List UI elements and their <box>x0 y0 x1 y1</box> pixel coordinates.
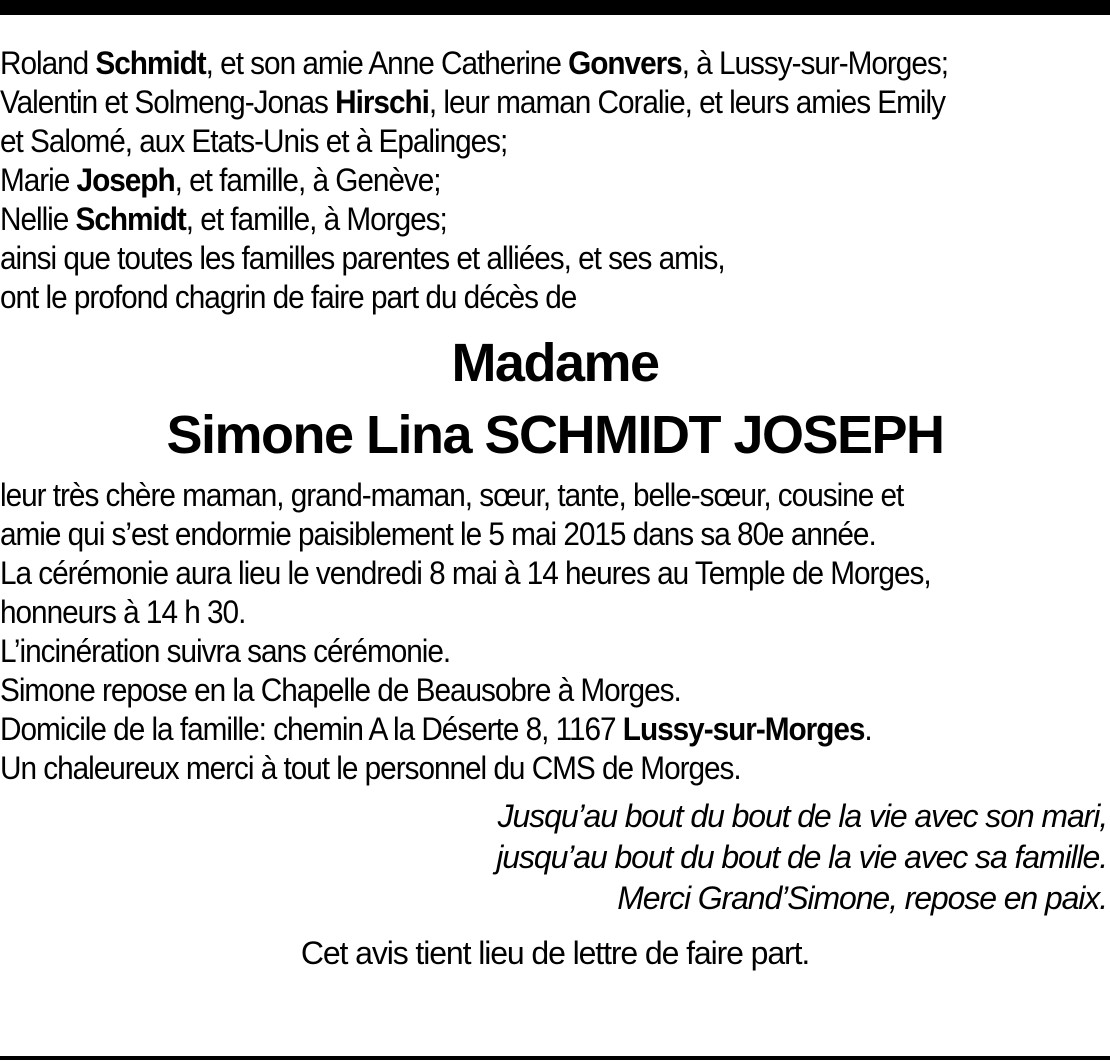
deceased-headline <box>0 327 1110 471</box>
intro-line <box>0 122 1110 161</box>
text-segment: leur très chère maman, grand-maman, sœur, tante, belle-sœur, cousine et <box>0 477 904 513</box>
bold-name-text: Hirschi <box>335 84 429 120</box>
text-segment: et Salomé, aux Etats-Unis et à Epalinges; <box>0 123 508 159</box>
text-segment: , et son amie Anne Catherine <box>205 45 569 81</box>
bold-name-text: Joseph <box>76 162 175 198</box>
quote-line: Jusqu’au bout du bout de la vie avec son mari, <box>497 798 1107 834</box>
text-segment: , et famille, à Genève; <box>174 162 441 198</box>
text-segment: , et famille, à Morges; <box>185 201 447 237</box>
text-segment: L’incinération suivra sans cérémonie. <box>0 633 451 669</box>
body-line <box>0 593 1110 632</box>
text-segment: Nellie <box>0 201 76 237</box>
bold-name-text: Lussy-sur-Morges <box>622 711 865 747</box>
quote-line: Merci Grand’Simone, repose en paix. <box>617 880 1107 916</box>
text-segment: ont le profond chagrin de faire part du décès de <box>0 279 577 315</box>
text-segment: amie qui s’est endormie paisiblement le 5 mai 2015 dans sa 80e année. <box>0 516 876 552</box>
top-border-rule <box>0 0 1110 15</box>
text-segment: , à Lussy-sur-Morges; <box>681 45 948 81</box>
text-segment: Simone repose en la Chapelle de Beausobre à Morges. <box>0 672 681 708</box>
text-segment: honneurs à 14 h 30. <box>0 594 246 630</box>
farewell-quote <box>0 796 1110 919</box>
text-segment: , leur maman Coralie, et leurs amies Emily <box>428 84 945 120</box>
body-line <box>0 476 1110 515</box>
bottom-border-rule <box>0 1056 1110 1060</box>
text-segment: La cérémonie aura lieu le vendredi 8 mai à 14 heures au Temple de Morges, <box>0 555 931 591</box>
intro-line <box>0 278 1110 317</box>
intro-line <box>0 44 1110 83</box>
announcement-body <box>0 476 1110 788</box>
text-segment: Un chaleureux merci à tout le personnel du CMS de Morges. <box>0 750 741 786</box>
bold-name-text: Schmidt <box>95 45 206 81</box>
bold-name-text: Schmidt <box>75 201 186 237</box>
deceased-name: Simone Lina SCHMIDT JOSEPH <box>166 405 944 465</box>
intro-line <box>0 83 1110 122</box>
body-line <box>0 632 1110 671</box>
text-segment: ainsi que toutes les familles parentes et alliées, et ses amis, <box>0 240 725 276</box>
closing-statement: Cet avis tient lieu de lettre de faire part. <box>300 935 810 971</box>
intro-line <box>0 161 1110 200</box>
intro-line <box>0 200 1110 239</box>
text-segment: Domicile de la famille: chemin A la Déserte 8, 1167 <box>0 711 623 747</box>
text-segment: Marie <box>0 162 77 198</box>
obituary-notice <box>0 44 1110 973</box>
body-line <box>0 554 1110 593</box>
text-segment: . <box>864 711 872 747</box>
honorific-title: Madame <box>451 333 659 393</box>
body-line <box>0 671 1110 710</box>
body-line <box>0 710 1110 749</box>
text-segment: Roland <box>0 45 96 81</box>
intro-line <box>0 239 1110 278</box>
bold-name-text: Gonvers <box>568 45 682 81</box>
text-segment: Valentin et Solmeng-Jonas <box>0 84 336 120</box>
intro-paragraph <box>0 44 1110 317</box>
body-line <box>0 749 1110 788</box>
body-line <box>0 515 1110 554</box>
quote-line: jusqu’au bout du bout de la vie avec sa famille. <box>496 839 1107 875</box>
